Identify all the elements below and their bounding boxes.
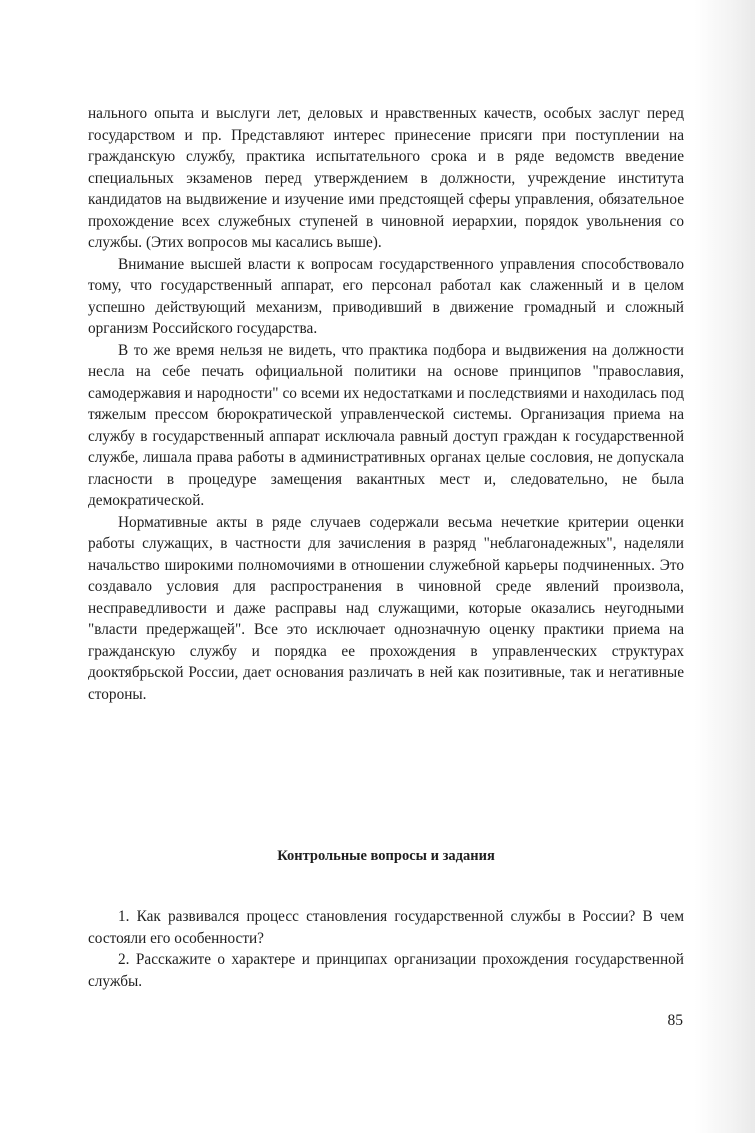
paragraph: В то же время нельзя не видеть, что практика подбора и выдвижения на должности несла на себе печать официальной политики на основе принципов "православия, самодержавия и народности" со всеми их недостатками и последствиями и находилась под тяжелым прессом бюрократической управленческой системы. Организация приема на службу в государственный аппарат исключала равный доступ граждан к государственной службе, лишала права работы в административных органах целые сословия, не допускала гласности в процедуре замещения вакантных мест и, следовательно, не была демократической. — [88, 341, 684, 509]
paragraph: Внимание высшей власти к вопросам государственного управления способствовало тому, что государственный аппарат, его персонал работал как слаженный и в целом успешно действующий механизм, приводивший в движение громадный и сложный организм Российского государства. — [88, 255, 684, 337]
question-item: 2. Расскажите о характере и принципах организации прохождения государственной службы. — [88, 951, 684, 990]
paragraph: Нормативные акты в ряде случаев содержали весьма нечеткие критерии оценки работы служащих, в частности для зачисления в разряд "неблагонадежных", наделяли начальство широкими полномочиями в отношении служебной карьеры подчиненных. Это создавало условия для распространения в чиновной среде явлений произвола, несправедливости и даже расправы над служащими, которые оказались неугодными "власти предержащей". Все это исключает однозначную оценку практики приема на гражданскую службу и порядка ее прохождения в управленческих структурах дооктябрьской России, дает основания различать в ней как позитивные, так и негативные стороны. — [88, 513, 684, 703]
page-number: 85 — [667, 1012, 683, 1029]
paragraph-continued: нального опыта и выслуги лет, деловых и нравственных качеств, особых заслуг перед государством и пр. Представляют интерес принесение присяги при поступлении на гражданскую службу, практика испытательного срока и в ряде ведомств введение специальных экзаменов перед утверждением в должности, учреждение института кандидатов на выдвижение и изучение ими предстоящей сферы управления, обязательное прохождение всех служебных ступеней в чиновной иерархии, порядок увольнения со службы. (Этих вопросов мы касались выше). — [88, 105, 684, 251]
questions-list — [88, 906, 684, 992]
question-item: 1. Как развивался процесс становления государственной службы в России? В чем состояли его особенности? — [88, 908, 684, 947]
body-text — [88, 103, 684, 705]
section-heading: Контрольные вопросы и задания — [277, 848, 495, 864]
